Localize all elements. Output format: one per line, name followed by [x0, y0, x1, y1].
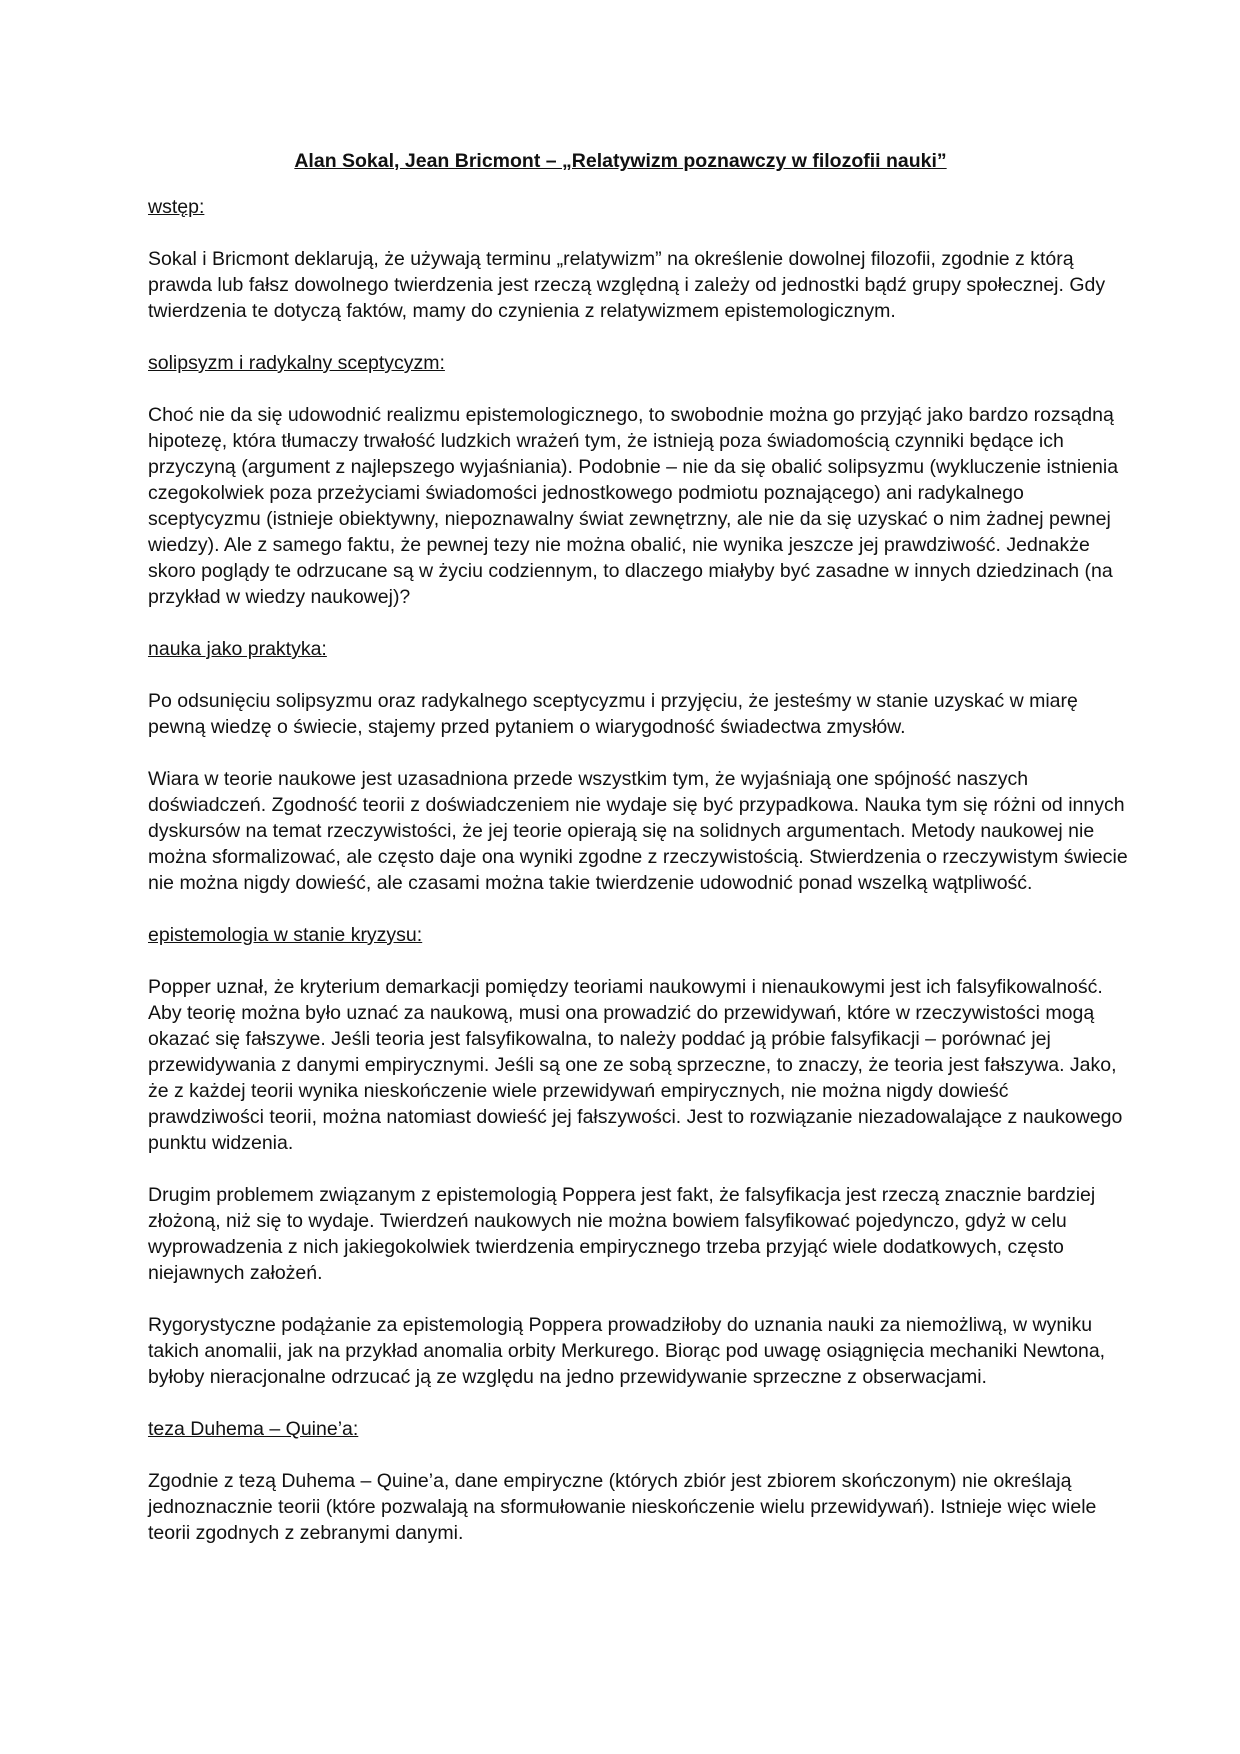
paragraph-line: niejawnych założeń.	[148, 1262, 323, 1284]
paragraph-line: przewidywania z danymi empirycznymi. Jeśli są one ze sobą sprzeczne, to znaczy, że teoria jest fałszywa. Jako,	[148, 1054, 1117, 1076]
document-body	[148, 194, 1128, 1546]
paragraph-line: hipotezę, która tłumaczy trwałość ludzkich wrażeń tym, że istnieją poza świadomością czynniki będące ich	[148, 430, 1064, 452]
paragraph-line: prawda lub fałsz dowolnego twierdzenia jest rzeczą względną i zależy od jednostki bądź grupy społecznej. Gdy	[148, 274, 1106, 296]
document-page	[148, 148, 1128, 1572]
paragraph-line: że z każdej teorii wynika nieskończenie wiele przewidywań empirycznych, nie można nigdy dowieść	[148, 1080, 1009, 1102]
paragraph-line: okazać się fałszywe. Jeśli teoria jest falsyfikowalna, to należy poddać ją próbie falsyfikacji – porównać jej	[148, 1028, 1051, 1050]
paragraph-line: teorii zgodnych z zebranymi danymi.	[148, 1522, 464, 1544]
paragraph	[148, 246, 1106, 324]
paragraph-line: sceptycyzmu (istnieje obiektywny, niepoznawalny świat zewnętrzny, ale nie da się uzyskać o nim żadnej pewnej	[148, 508, 1111, 530]
paragraph	[148, 1468, 1097, 1546]
section-heading: teza Duhema – Quine’a:	[148, 1418, 359, 1440]
paragraph-line: Drugim problemem związanym z epistemologią Poppera jest fakt, że falsyfikacja jest rzeczą znacznie bardziej	[148, 1184, 1096, 1206]
paragraph-line: czegokolwiek poza przeżyciami świadomości jednostkowego podmiotu poznającego) ani radykalnego	[148, 482, 1024, 504]
paragraph-line: Popper uznał, że kryterium demarkacji pomiędzy teoriami naukowymi i nienaukowymi jest ich falsyfikowalność.	[148, 976, 1103, 998]
paragraph-line: takich anomalii, jak na przykład anomalia orbity Merkurego. Biorąc pod uwagę osiągnięcia mechaniki Newtona,	[148, 1340, 1106, 1362]
paragraph-line: Choć nie da się udowodnić realizmu epistemologicznego, to swobodnie można go przyjąć jako bardzo rozsądną	[148, 404, 1114, 426]
paragraph-line: Aby teorię można było uznać za naukową, musi ona prowadzić do przewidywań, które w rzeczywistości mogą	[148, 1002, 1095, 1024]
paragraph	[148, 1312, 1106, 1390]
paragraph-line: doświadczeń. Zgodność teorii z doświadczeniem nie wydaje się być przypadkowa. Nauka tym się różni od innych	[148, 794, 1125, 816]
section-heading: wstęp:	[148, 196, 205, 218]
paragraph-line: prawdziwości teorii, można natomiast dowieść jej fałszywości. Jest to rozwiązanie niezadowalające z naukowego	[148, 1106, 1123, 1128]
paragraph-line: skoro poglądy te odrzucane są w życiu codziennym, to dlaczego miałyby być zasadne w innych dziedzinach (na	[148, 560, 1113, 582]
section-heading: solipsyzm i radykalny sceptycyzm:	[148, 352, 445, 374]
paragraph	[148, 974, 1123, 1156]
paragraph	[148, 402, 1119, 610]
paragraph-line: Sokal i Bricmont deklarują, że używają terminu „relatywizm” na określenie dowolnej filozofii, zgodnie z którą	[148, 248, 1074, 270]
paragraph-line: twierdzenia te dotyczą faktów, mamy do czynienia z relatywizmem epistemologicznym.	[148, 300, 896, 322]
paragraph-line: dyskursów na temat rzeczywistości, że jej teorie opierają się na solidnych argumentach. Metody naukowej nie	[148, 820, 1095, 842]
paragraph	[148, 766, 1128, 896]
paragraph-line: Zgodnie z tezą Duhema – Quine’a, dane empiryczne (których zbiór jest zbiorem skończonym) nie określają	[148, 1470, 1072, 1492]
paragraph-line: wiedzy). Ale z samego faktu, że pewnej tezy nie można obalić, nie wynika jeszcze jej prawdziwość. Jednakże	[148, 534, 1090, 556]
paragraph-line: byłoby nieracjonalne odrzucać ją ze względu na jedno przewidywanie sprzeczne z obserwacjami.	[148, 1366, 987, 1388]
paragraph-line: Wiara w teorie naukowe jest uzasadniona przede wszystkim tym, że wyjaśniają one spójność naszych	[148, 768, 1029, 790]
document-title: Alan Sokal, Jean Bricmont – „Relatywizm poznawczy w filozofii nauki”	[294, 150, 947, 172]
paragraph-line: wyprowadzenia z nich jakiegokolwiek twierdzenia empirycznego trzeba przyjąć wiele dodatkowych, często	[148, 1236, 1064, 1258]
paragraph-line: przyczyną (argument z najlepszego wyjaśniania). Podobnie – nie da się obalić solipsyzmu (wykluczenie istnienia	[148, 456, 1119, 478]
section-heading: nauka jako praktyka:	[148, 638, 327, 660]
paragraph-line: jednoznacznie teorii (które pozwalają na sformułowanie nieskończenie wielu przewidywań). Istnieje więc wiele	[148, 1496, 1097, 1518]
paragraph-line: przykład w wiedzy naukowej)?	[148, 586, 411, 608]
paragraph-line: Po odsunięciu solipsyzmu oraz radykalnego sceptycyzmu i przyjęciu, że jesteśmy w stanie uzyskać w miarę	[148, 690, 1078, 712]
paragraph-line: punktu widzenia.	[148, 1132, 294, 1154]
paragraph-line: można sformalizować, ale często daje ona wyniki zgodne z rzeczywistością. Stwierdzenia o rzeczywistym świecie	[148, 846, 1128, 868]
section-heading: epistemologia w stanie kryzysu:	[148, 924, 423, 946]
paragraph	[148, 688, 1093, 740]
paragraph-line: złożoną, niż się to wydaje. Twierdzeń naukowych nie można bowiem falsyfikować pojedynczo, gdyż w celu	[148, 1210, 1067, 1232]
paragraph	[148, 1182, 1096, 1286]
paragraph-line: pewną wiedzę o świecie, stajemy przed pytaniem o wiarygodność świadectwa zmysłów.	[148, 716, 906, 738]
paragraph-line: Rygorystyczne podążanie za epistemologią Poppera prowadziłoby do uznania nauki za niemożliwą, w wyniku	[148, 1314, 1093, 1336]
paragraph-line: nie można nigdy dowieść, ale czasami można takie twierdzenie udowodnić ponad wszelką wątpliwość.	[148, 872, 1033, 894]
